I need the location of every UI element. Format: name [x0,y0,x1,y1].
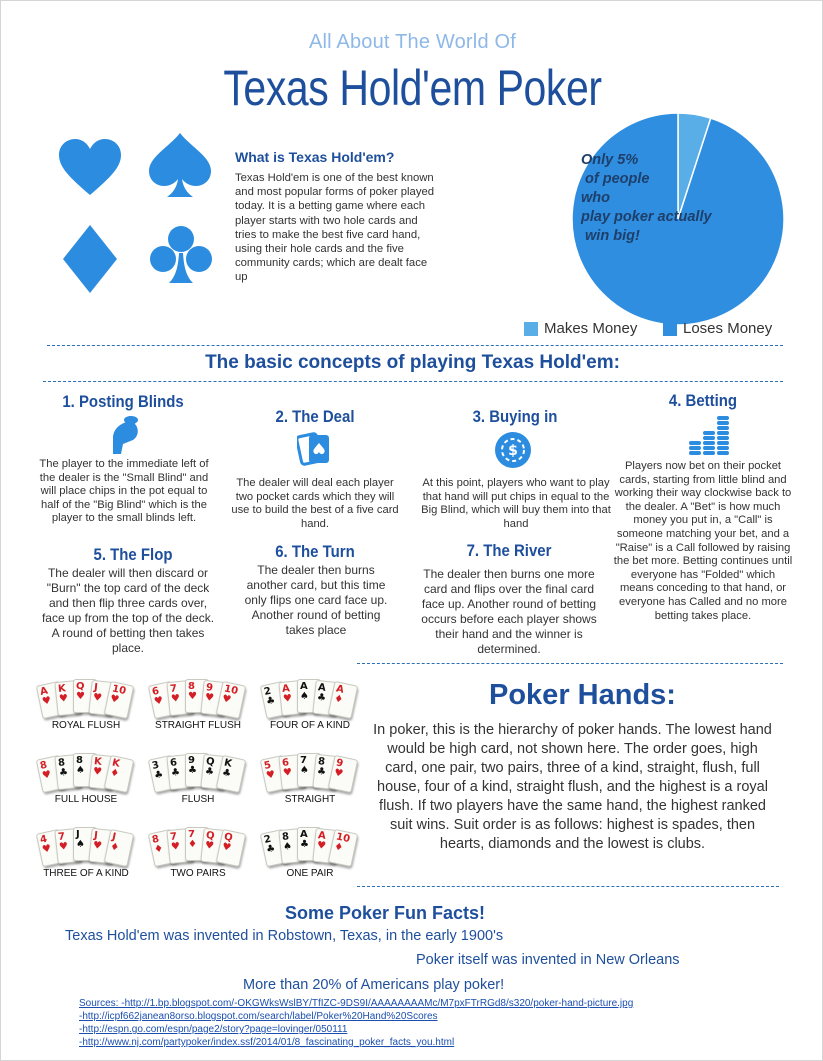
poker-hands-body: In poker, this is the hierarchy of poker hands. The lowest hand would be high card, not shown here. The order goes, high card, one pair, two pairs, three of a kind, straight, flush, full house, four of a kind, straight flush, and the highest is a royal flush. If two players have the same hand, the highest ranked suit wins. Suit order is as follows: highest is spades, then hearts, diamonds and the lowest is clubs. [373,722,772,852]
card-suit: ♥ [58,841,69,853]
fun-facts-heading: Some Poker Fun Facts! [285,903,486,923]
step-posting-blinds-heading: 1. Posting Blinds [62,392,184,411]
legend-item-makes-money [524,320,637,337]
card-suit: ♥ [92,766,103,778]
source-link[interactable]: -http://icpf662janean8orso.blogspot.com/search/label/Poker%20Hand%20Scores [79,1011,438,1022]
poker-hand-one-pair [255,821,365,887]
poker-hand-two-pairs [143,821,253,887]
club-icon [149,225,213,285]
step-betting-body: Players now bet on their pocket cards, starting from little blind and working their way clockwise back to the dealer. A "Bet" is how much money you put in, a "Call" is someone matching your bet, and a "Raise" is a Call followed by raising the bet more. Betting continues until everyone has "Folded" which means conceding to that hand, or everyone has Called and no more betting takes place. [613,460,793,622]
card-suit: ♥ [204,692,215,704]
card-suit: ♦ [332,841,345,854]
concepts-heading: The basic concepts of playing Texas Hold'em: [205,352,620,373]
card-suit: ♥ [282,767,293,779]
step-the-flop-body: The dealer will then discard or "Burn" the top card of the deck and then flip three cards over, face up from the top of the deck. A round of betting then takes place. [41,566,215,655]
poker-hand-label: FLUSH [181,794,215,805]
card-rank: 9 [205,682,214,694]
card-suit: ♣ [188,765,197,776]
card-rank: 7 [188,829,195,840]
step-the-turn-heading: 6. The Turn [275,542,355,561]
pie-annotation-line: Only 5% [581,152,639,168]
card-suit: ♥ [108,693,121,706]
pie-annotation-line: win big! [581,228,640,244]
intro-body: Texas Hold'em is one of the best known and most popular forms of poker played today. It is a betting game where each player starts with two hole cards and tries to make the best five card hand, using their hole cards and the five community cards; which are dealt face up [235,172,435,283]
page-subtitle: All About The World Of [308,31,517,53]
card-suit: ♦ [108,841,121,854]
poker-hand-flush [143,747,253,813]
card-rank: A [281,683,291,695]
card-suit: ♥ [58,693,69,705]
card-rank: Q [76,681,85,692]
poker-hand-full-house [31,747,141,813]
playing-cards-icon [297,431,331,467]
poker-hand-label: ROYAL FLUSH [51,720,121,731]
card-suit: ♣ [170,767,181,779]
fun-fact-item: Texas Hold'em was invented in Robstown, Texas, in the early 1900's [65,928,504,944]
card-rank: 6 [151,685,161,698]
card-suit: ♥ [41,769,53,782]
legend-swatch [524,322,538,336]
card-rank: 6 [169,757,178,769]
card-suit: ♥ [282,693,293,705]
page-title: Texas Hold'em Poker [223,60,602,116]
card-rank: A [317,682,327,694]
poker-hand-label: ONE PAIR [286,868,334,879]
card-rank: 4 [39,833,49,846]
card-suit: ♥ [170,693,181,705]
card-rank: 7 [169,683,178,695]
card-rank: Q [223,831,234,844]
card-rank: 10 [223,683,239,698]
pie-annotation-line: play poker actually [581,209,712,225]
poker-hand-straight-flush [143,673,253,739]
card-suit: ♥ [204,840,215,852]
source-link[interactable]: -http://espn.go.com/espn/page2/story?page=lovinger/050111 [79,1024,348,1035]
card-rank: 8 [317,756,326,768]
source-link[interactable]: Sources: -http://1.bp.blogspot.com/-OKGWksWslBY/TfIZC-9DS9I/AAAAAAAAMc/M7pxFTrRGd8/s320/poker-hand-picture.jpg [79,998,634,1009]
pie-annotation [581,151,731,246]
card-suit: ♥ [92,840,103,852]
card-suit: ♥ [41,843,53,856]
card-suit: ♦ [332,693,345,706]
poker-hands-grid [31,673,371,883]
pie-annotation-line: who [581,190,610,206]
card-rank: 2 [263,685,273,698]
card-suit: ♣ [153,769,165,782]
card-rank: 7 [300,755,307,766]
card-suit: ♥ [76,691,85,702]
heart-icon [59,139,121,197]
card-suit: ♦ [188,839,197,850]
card-suit: ♥ [332,767,345,780]
spade-icon [149,133,211,199]
source-link[interactable]: -http://www.nj.com/partypoker/index.ssf/2014/01/8_fascinating_poker_facts_you.html [79,1037,455,1048]
card-rank: K [111,757,121,770]
card-rank: 7 [169,831,178,843]
poker-hand-label: FULL HOUSE [54,794,118,805]
card-rank: 10 [335,831,351,846]
card-suit: ♠ [76,839,85,850]
card-rank: 2 [263,833,273,846]
card-suit: ♣ [58,767,69,779]
step-buying-in-heading: 3. Buying in [472,407,558,426]
card-rank: 8 [39,759,49,772]
poker-hands-heading: Poker Hands: [489,679,676,711]
card-suit: ♠ [300,691,309,702]
divider [357,886,779,887]
card-suit: ♥ [188,691,197,702]
card-rank: Q [205,756,216,768]
card-suit: ♥ [265,769,277,782]
poker-hand-label: THREE OF A KIND [43,868,129,879]
card-rank: 6 [281,757,290,769]
card-rank: 8 [76,755,83,766]
card-suit: ♣ [204,766,215,778]
card-rank: A [335,683,345,696]
card-suit: ♣ [316,692,327,704]
card-suit: ♠ [300,765,309,776]
divider [357,663,783,664]
card-rank: 9 [188,755,195,766]
card-suit: ♥ [316,840,327,852]
card-suit: ♠ [282,841,293,853]
card-suit: ♥ [92,692,103,704]
card-suit: ♦ [108,767,121,780]
card-rank: Q [205,830,216,842]
svg-text:$: $ [508,443,518,459]
card-rank: K [57,683,67,695]
card-rank: K [93,756,103,768]
poker-hand-three-of-a-kind [31,821,141,887]
step-the-river-body: The dealer then burns one more card and flips over the final card face up. Another round of betting occurs before each player shows their hand and the winner is determined. [421,567,597,656]
card-rank: 8 [188,681,195,692]
card-suit: ♣ [220,767,233,780]
card-suit: ♠ [76,765,85,776]
poker-hand-label: TWO PAIRS [170,868,226,879]
card-rank: 7 [57,831,66,843]
fun-fact-item: More than 20% of Americans play poker! [243,977,505,993]
card-rank: 5 [263,759,273,772]
poker-hand-four-of-a-kind [255,673,365,739]
legend-swatch [663,322,677,336]
intro-heading: What is Texas Hold'em? [235,149,395,165]
step-betting-heading: 4. Betting [668,391,738,410]
card-rank: 8 [281,831,290,843]
card-suit: ♥ [41,695,53,708]
card-rank: 8 [57,757,66,769]
card-rank: 3 [151,759,161,772]
card-rank: J [111,831,117,843]
chip-stacks-icon [687,415,731,455]
card-rank: A [39,685,49,698]
card-rank: K [223,757,233,770]
card-suit: ♦ [153,843,165,856]
legend-label: Loses Money [683,320,773,337]
card-rank: 9 [335,757,345,770]
hand-chip-icon [109,414,143,454]
poker-hand-label: STRAIGHT FLUSH [155,720,241,731]
divider [47,345,783,346]
card-suit: ♣ [300,839,309,850]
card-rank: 8 [151,833,161,846]
card-rank: A [317,830,327,842]
divider [43,381,783,382]
card-suit: ♣ [316,766,327,778]
poker-hand-label: STRAIGHT [284,794,336,805]
card-suit: ♥ [220,693,233,706]
card-rank: J [93,830,99,842]
card-rank: 10 [111,683,127,698]
card-suit: ♥ [220,841,233,854]
pie-annotation-line: of people [581,171,650,187]
poker-hand-label: FOUR OF A KIND [269,720,350,731]
card-suit: ♣ [265,695,277,708]
step-the-river-heading: 7. The River [466,541,552,560]
step-the-turn-body: The dealer then burns another card, but this time only flips one card face up. Another round of betting takes place [244,563,388,637]
card-suit: ♣ [265,843,277,856]
step-the-deal-heading: 2. The Deal [275,407,355,426]
card-rank: J [76,829,80,840]
step-the-flop-heading: 5. The Flop [93,545,173,564]
poker-hand-royal-flush [31,673,141,739]
card-rank: A [300,829,308,840]
fun-fact-item: Poker itself was invented in New Orleans [416,952,680,968]
legend-item-loses-money [663,320,772,337]
card-rank: A [300,681,308,692]
step-buying-in-body: At this point, players who want to play that hand will put chips in equal to the Big Blind, which will buy them into that hand [421,477,611,530]
card-rank: J [93,682,99,694]
poker-chip-icon [494,431,532,469]
legend-label: Makes Money [544,320,638,337]
step-the-deal-body: The dealer will deal each player two pocket cards which they will use to build the best of a five card hand. [231,477,399,530]
diamond-icon [63,225,117,293]
card-suit: ♥ [170,841,181,853]
card-suit: ♥ [153,695,165,708]
poker-hand-straight [255,747,365,813]
step-posting-blinds-body: The player to the immediate left of the dealer is the "Small Blind" and will place chips in the pot equal to half of the "Big Blind" which is the player to the small blinds left. [39,458,209,525]
